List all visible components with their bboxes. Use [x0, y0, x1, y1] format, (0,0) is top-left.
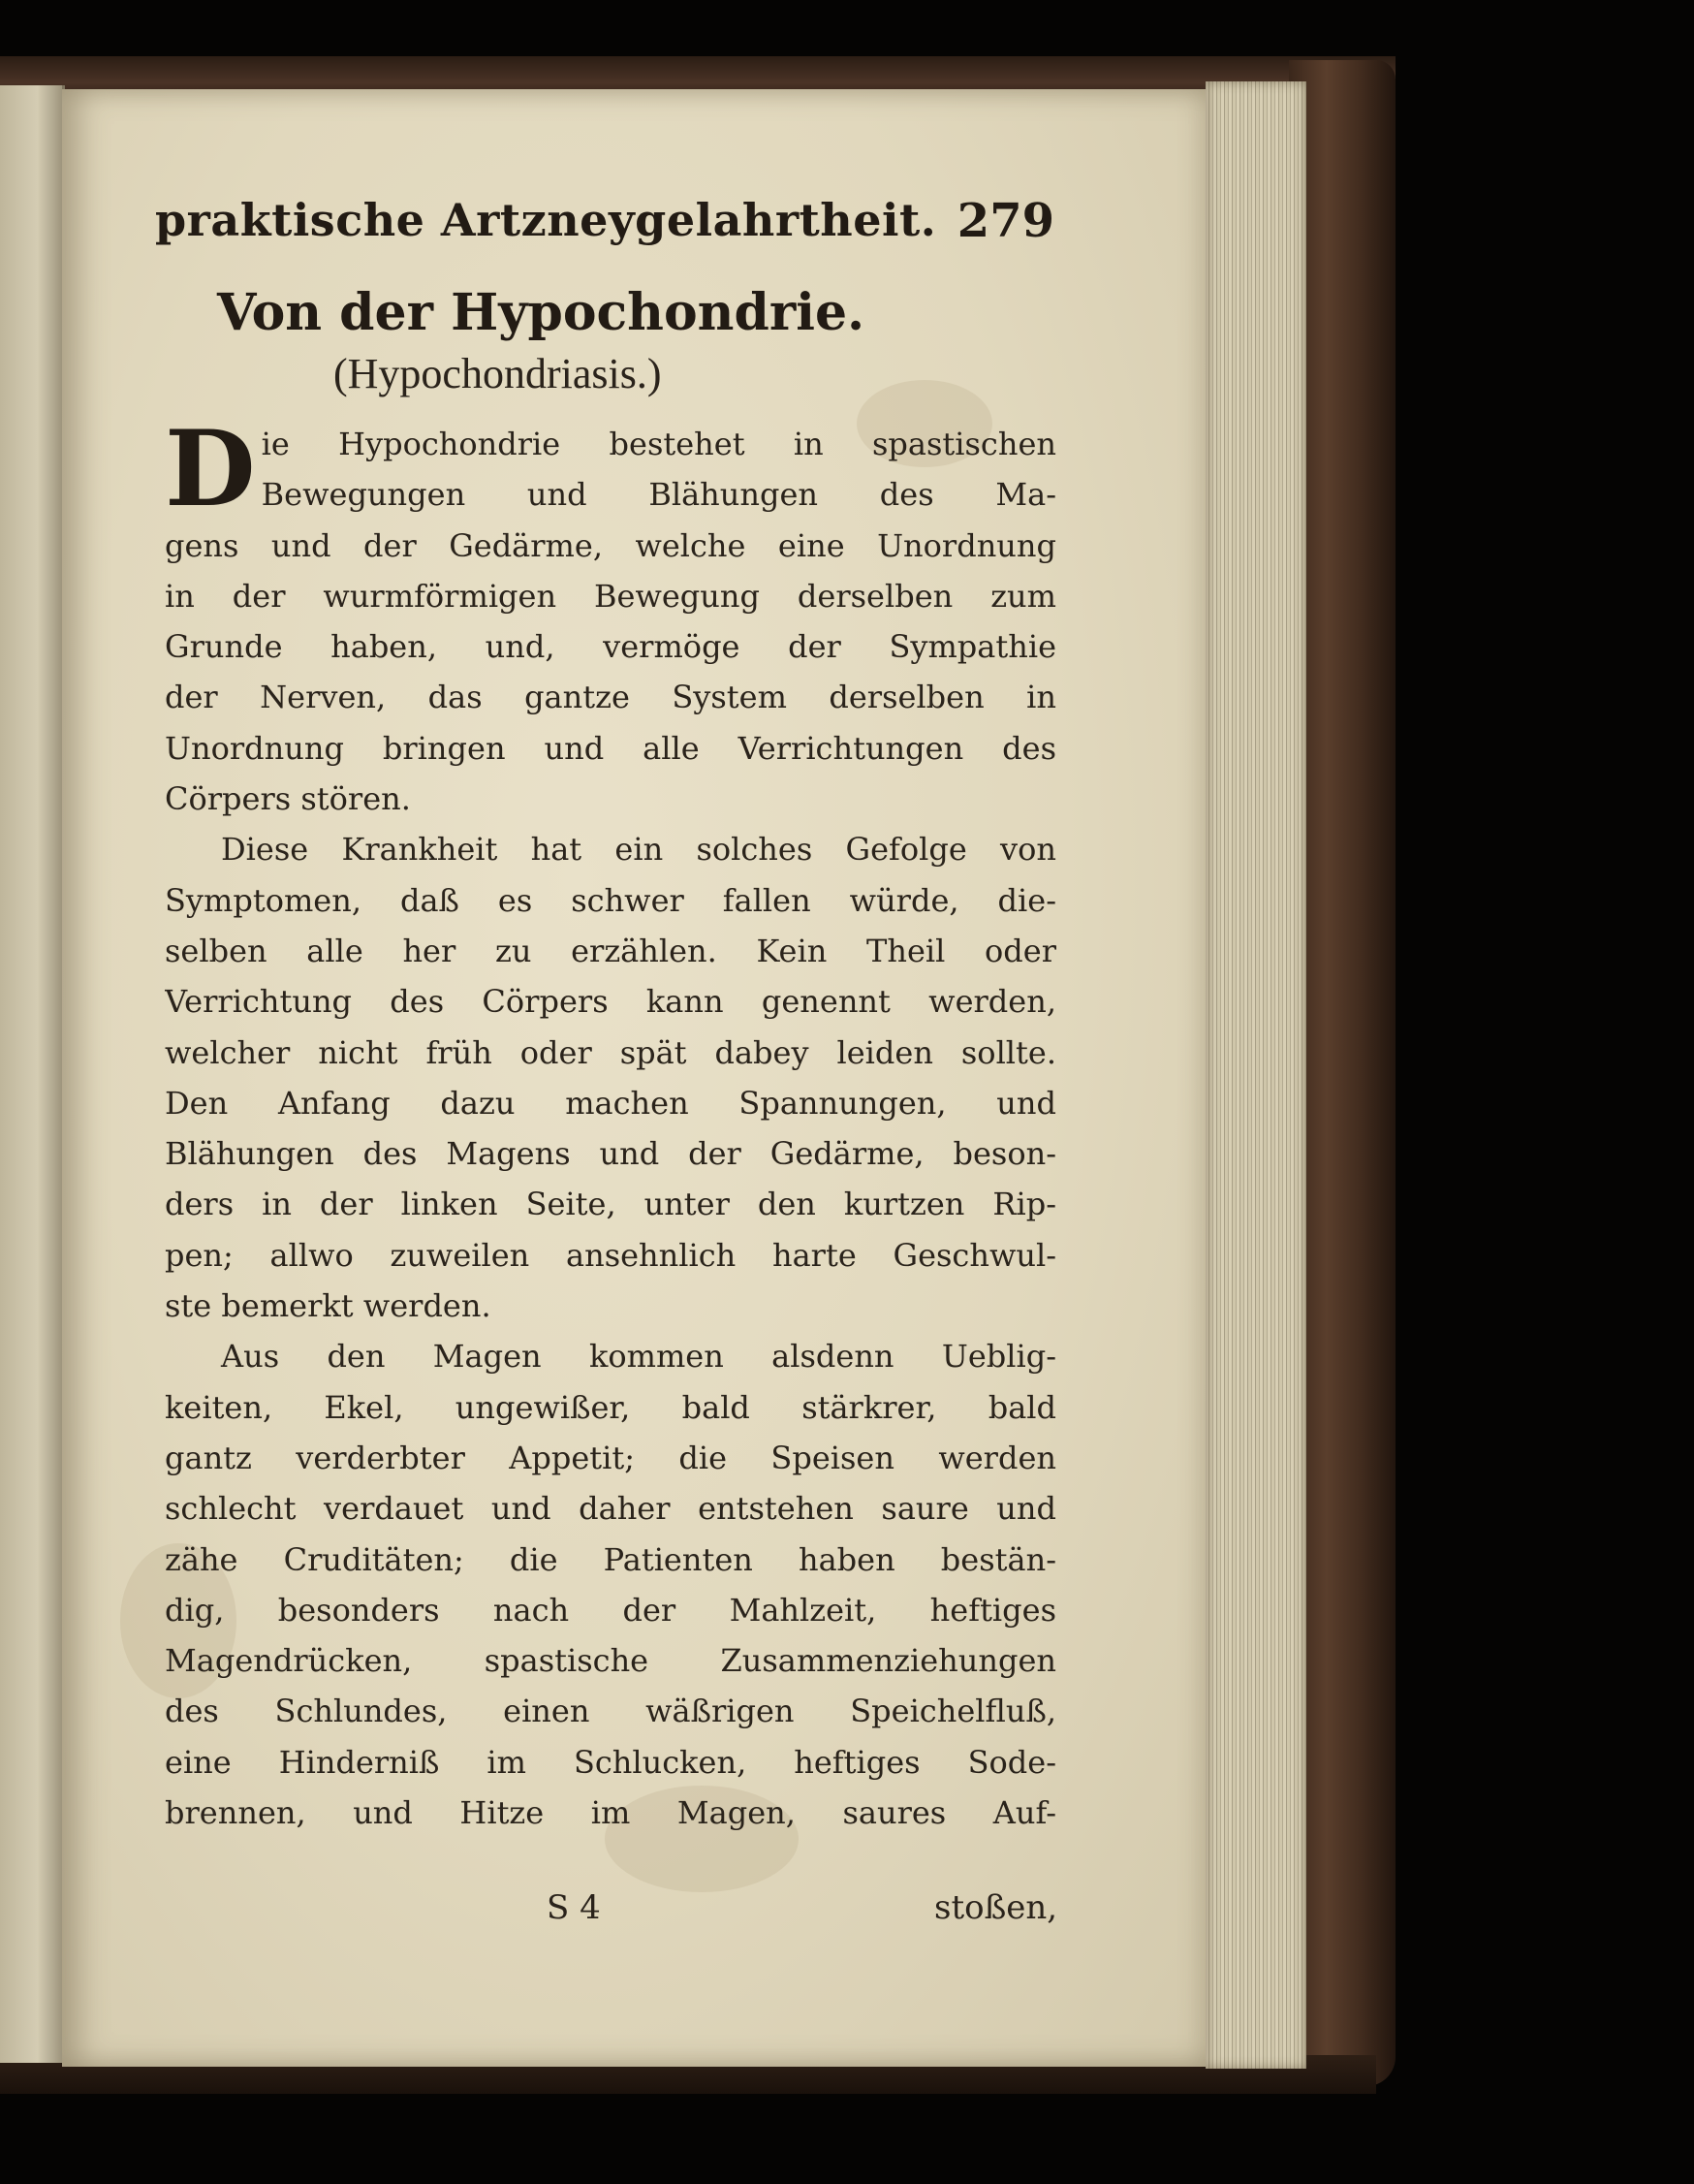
text-line: Den Anfang dazu machen Spannungen, und	[165, 1084, 1056, 1122]
text-line: keiten, Ekel, ungewißer, bald stärkrer, bald	[165, 1388, 1056, 1426]
page-number: 279	[957, 194, 1054, 248]
paragraph-1	[165, 408, 1056, 824]
chapter-title: Von der Hypochondrie.	[217, 283, 865, 342]
text-line: ders in der linken Seite, unter den kurtzen Rip-	[165, 1186, 1056, 1223]
body-text	[165, 408, 1056, 1838]
book-page	[62, 89, 1206, 2067]
text-line: ie Hypochondrie bestehet in spastischen	[261, 426, 1056, 462]
text-line: Diese Krankheit hat ein solches Gefolge von	[221, 831, 1056, 869]
chapter-subtitle: (Hypochondriasis.)	[333, 350, 662, 397]
page-stack-edges	[1206, 81, 1306, 2069]
text-line: Bewegungen und Blähungen des Ma-	[261, 476, 1056, 514]
text-line: der Nerven, das gantze System derselben in	[165, 679, 1056, 716]
text-line: gens und der Gedärme, welche eine Unordnung	[165, 526, 1056, 564]
text-line: ste bemerkt werden.	[165, 1287, 491, 1325]
text-line: eine Hinderniß im Schlucken, heftiges Sode-	[165, 1743, 1056, 1781]
text-line: welcher nicht früh oder spät dabey leiden sollte.	[165, 1033, 1056, 1071]
paragraph-2	[165, 824, 1056, 1331]
paragraph-3	[165, 1331, 1056, 1838]
text-line: Unordnung bringen und alle Verrichtungen des	[165, 729, 1056, 767]
signature-mark: S 4	[547, 1888, 601, 1927]
text-line: Magendrücken, spastische Zusammenziehungen	[165, 1642, 1056, 1680]
previous-page-edge	[0, 85, 65, 2063]
text-line: dig, besonders nach der Mahlzeit, heftiges	[165, 1591, 1056, 1629]
running-head	[155, 194, 1054, 256]
text-line: selben alle her zu erzählen. Kein Theil oder	[165, 932, 1056, 969]
text-line: in der wurmförmigen Bewegung derselben zum	[165, 577, 1056, 615]
text-line: pen; allwo zuweilen ansehnlich harte Geschwul-	[165, 1236, 1056, 1274]
text-line: gantz verderbter Appetit; die Speisen werden	[165, 1439, 1056, 1476]
running-title: praktische Artzneygelahrtheit.	[155, 194, 937, 246]
text-line: zähe Cruditäten; die Patienten haben bestän-	[165, 1540, 1056, 1578]
text-line: Symptomen, daß es schwer fallen würde, die-	[165, 881, 1056, 919]
text-line: Blähungen des Magens und der Gedärme, beson-	[165, 1135, 1056, 1173]
catchword: stoßen,	[934, 1888, 1058, 1927]
text-line: schlecht verdauet und daher entstehen saure und	[165, 1490, 1056, 1528]
text-line: Grunde haben, und, vermöge der Sympathie	[165, 628, 1056, 666]
text-line: Cörpers stören.	[165, 780, 411, 818]
text-line: Verrichtung des Cörpers kann genennt werden,	[165, 983, 1056, 1021]
text-line: Aus den Magen kommen alsdenn Ueblig-	[221, 1338, 1056, 1376]
text-line: brennen, und Hitze im Magen, saures Auf-	[165, 1794, 1056, 1832]
drop-cap: D	[165, 408, 256, 530]
text-line: des Schlundes, einen wäßrigen Speichelfluß,	[165, 1693, 1056, 1730]
